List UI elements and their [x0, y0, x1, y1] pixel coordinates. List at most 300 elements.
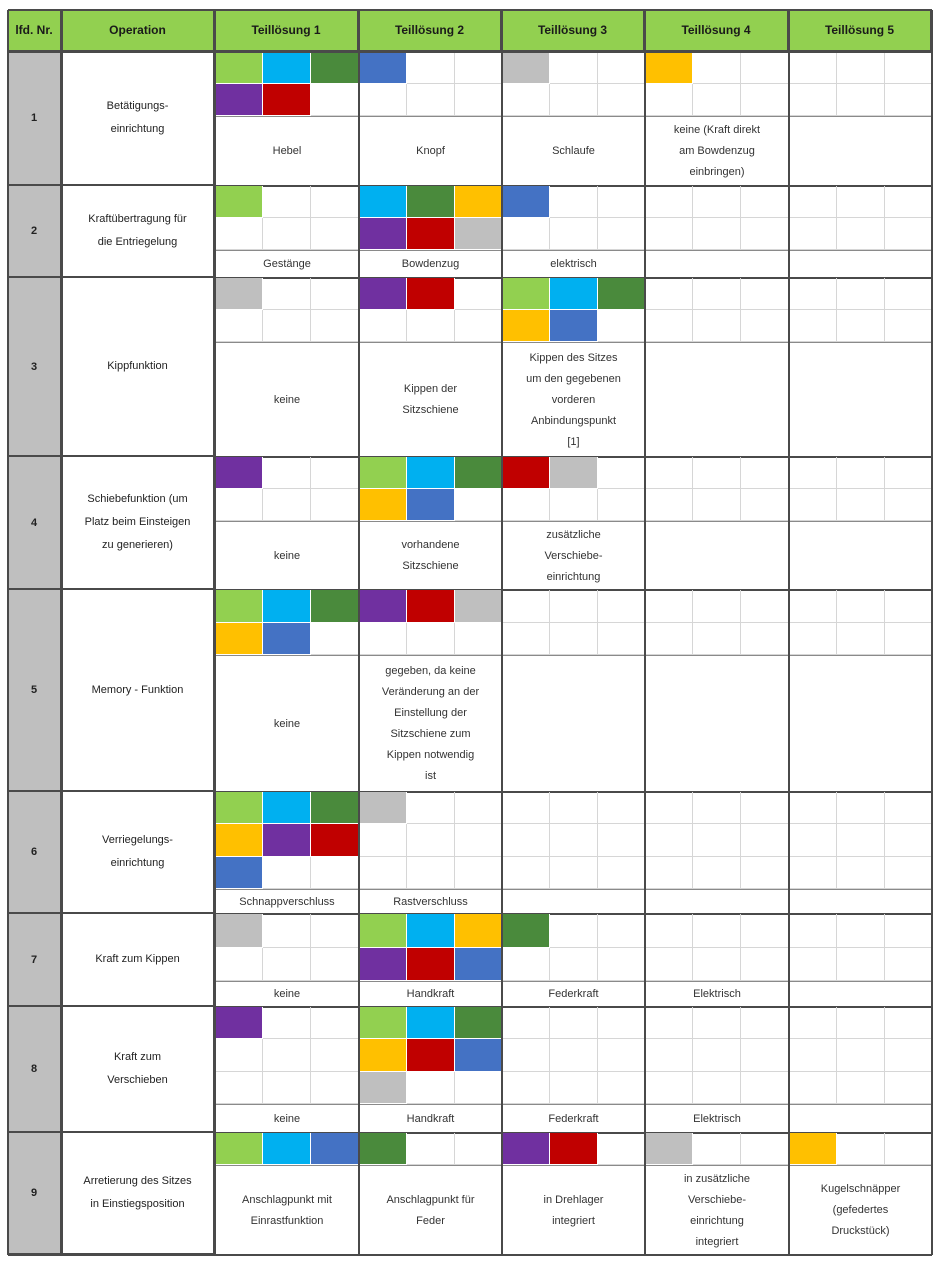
column-divider	[931, 10, 933, 1255]
operation-label: Verriegelungs- einrichtung	[62, 792, 215, 914]
color-marker	[359, 457, 407, 489]
grid-cell	[550, 948, 598, 982]
grid-cell	[789, 623, 837, 656]
header-solution-3: Teillösung 3	[502, 10, 645, 52]
grid-cell	[885, 792, 932, 824]
grid-cell	[598, 310, 645, 342]
grid-cell	[550, 52, 598, 84]
grid-cell	[502, 792, 550, 824]
grid-cell	[455, 1133, 502, 1165]
grid-cell	[789, 1007, 837, 1039]
color-marker	[502, 1133, 550, 1165]
solution-label: Kugelschnäpper (gefedertes Druckstück)	[820, 1183, 901, 1237]
grid-cell	[455, 278, 502, 310]
grid-cell	[598, 457, 645, 489]
solution-label	[645, 890, 789, 914]
color-marker	[263, 590, 311, 623]
solution-label: Rastverschluss	[393, 895, 468, 908]
grid-cell	[645, 1072, 693, 1104]
grid-cell	[215, 1039, 263, 1071]
grid-cell	[741, 278, 789, 310]
column-divider	[501, 10, 503, 1255]
grid-cell	[311, 218, 359, 250]
grid-cell	[885, 1133, 932, 1165]
solution-label: Federkraft	[548, 1112, 599, 1125]
grid-cell	[359, 824, 407, 856]
grid-cell	[789, 218, 837, 250]
grid-cell	[455, 1072, 502, 1104]
grid-cell	[263, 948, 311, 982]
solution-label: Anschlagpunkt für Feder	[386, 1193, 475, 1227]
grid-cell	[837, 1039, 885, 1071]
grid-cell	[789, 1072, 837, 1104]
grid-cell	[693, 186, 741, 218]
color-marker	[359, 792, 407, 824]
grid-cell	[502, 857, 550, 889]
grid-cell	[215, 948, 263, 982]
grid-cell	[550, 1039, 598, 1071]
grid-cell	[550, 857, 598, 889]
operation-label: Betätigungs- einrichtung	[62, 52, 215, 186]
grid-cell	[837, 914, 885, 948]
solution-label: elektrisch	[550, 258, 597, 270]
grid-cell	[550, 218, 598, 250]
grid-cell	[885, 84, 932, 116]
grid-cell	[598, 948, 645, 982]
row-number: 9	[8, 1133, 62, 1255]
grid-cell	[789, 186, 837, 218]
color-marker	[455, 1007, 502, 1039]
grid-cell	[311, 1007, 359, 1039]
color-marker	[359, 590, 407, 623]
grid-cell	[502, 948, 550, 982]
column-divider	[61, 10, 63, 1255]
grid-cell	[215, 218, 263, 250]
color-marker	[550, 278, 598, 310]
color-marker	[263, 52, 311, 84]
grid-cell	[837, 310, 885, 342]
grid-cell	[885, 948, 932, 982]
grid-cell	[598, 489, 645, 521]
color-marker	[789, 1133, 837, 1165]
column-divider	[644, 10, 646, 1255]
grid-cell	[311, 914, 359, 948]
grid-cell	[407, 1133, 455, 1165]
grid-cell	[885, 914, 932, 948]
solution-label	[789, 982, 932, 1007]
color-marker	[215, 590, 263, 623]
row-number: 6	[8, 792, 62, 914]
color-marker	[502, 914, 550, 948]
grid-cell	[693, 278, 741, 310]
color-marker	[407, 278, 455, 310]
solution-label	[789, 117, 932, 186]
solution-label	[645, 251, 789, 278]
solution-label	[789, 251, 932, 278]
grid-cell	[741, 186, 789, 218]
grid-cell	[598, 218, 645, 250]
grid-cell	[693, 84, 741, 116]
grid-cell	[311, 1072, 359, 1104]
grid-cell	[837, 186, 885, 218]
header-operation: Operation	[62, 10, 215, 52]
grid-cell	[455, 84, 502, 116]
solution-label: keine	[273, 549, 301, 562]
solution-label: Elektrisch	[693, 988, 741, 1000]
grid-cell	[645, 948, 693, 982]
grid-cell	[311, 489, 359, 521]
solution-label: Anschlagpunkt mit Einrastfunktion	[242, 1193, 332, 1227]
grid-cell	[885, 457, 932, 489]
solution-label	[789, 1105, 932, 1133]
grid-cell	[502, 824, 550, 856]
color-marker	[502, 52, 550, 84]
grid-cell	[502, 489, 550, 521]
grid-cell	[645, 218, 693, 250]
grid-cell	[407, 84, 455, 116]
color-marker	[455, 590, 502, 623]
grid-cell	[885, 278, 932, 310]
grid-cell	[837, 792, 885, 824]
color-marker	[311, 590, 359, 623]
solution-label: Knopf	[416, 145, 445, 157]
grid-cell	[407, 824, 455, 856]
grid-cell	[502, 590, 550, 623]
grid-cell	[885, 857, 932, 889]
grid-cell	[837, 489, 885, 521]
grid-cell	[645, 792, 693, 824]
operation-label: Kraftübertragung für die Entriegelung	[62, 186, 215, 278]
color-marker	[215, 278, 263, 310]
solution-label	[502, 656, 645, 792]
grid-cell	[885, 1072, 932, 1104]
color-marker	[407, 218, 455, 250]
grid-cell	[789, 824, 837, 856]
solution-label: vorhandene Sitzschiene	[401, 539, 460, 572]
grid-cell	[407, 623, 455, 656]
grid-cell	[455, 824, 502, 856]
color-marker	[359, 218, 407, 250]
color-marker	[311, 824, 359, 856]
grid-cell	[407, 792, 455, 824]
header-solution-4: Teillösung 4	[645, 10, 789, 52]
solution-label: gegeben, da keine Veränderung an der Einstellung der Sitzschiene zum Kippen notwendig ist	[381, 665, 480, 782]
row-number: 1	[8, 52, 62, 186]
grid-cell	[645, 590, 693, 623]
color-marker	[407, 948, 455, 982]
solution-label	[645, 522, 789, 590]
grid-cell	[693, 590, 741, 623]
color-marker	[215, 623, 263, 656]
grid-cell	[885, 52, 932, 84]
grid-cell	[263, 278, 311, 310]
color-marker	[455, 948, 502, 982]
color-marker	[407, 186, 455, 218]
color-marker	[215, 186, 263, 218]
solution-label	[645, 343, 789, 457]
color-marker	[359, 948, 407, 982]
color-marker	[359, 489, 407, 521]
grid-cell	[598, 1072, 645, 1104]
solution-label	[789, 522, 932, 590]
operation-label: Memory - Funktion	[62, 590, 215, 792]
color-marker	[215, 84, 263, 116]
grid-cell	[645, 824, 693, 856]
grid-cell	[407, 310, 455, 342]
solution-label	[789, 343, 932, 457]
grid-cell	[693, 310, 741, 342]
grid-cell	[741, 52, 789, 84]
grid-cell	[359, 857, 407, 889]
color-marker	[215, 824, 263, 856]
grid-cell	[693, 457, 741, 489]
grid-cell	[263, 489, 311, 521]
solution-label: Handkraft	[406, 1112, 455, 1125]
grid-cell	[837, 84, 885, 116]
header-nr: lfd. Nr.	[8, 10, 62, 52]
grid-cell	[550, 792, 598, 824]
solution-label	[789, 656, 932, 792]
solution-label: keine (Kraft direkt am Bowdenzug einbringen)	[673, 124, 761, 178]
color-marker	[550, 457, 598, 489]
row-number: 8	[8, 1007, 62, 1133]
header-solution-2: Teillösung 2	[359, 10, 502, 52]
color-marker	[311, 52, 359, 84]
solution-label: in Drehlager integriert	[543, 1193, 604, 1227]
header-solution-1: Teillösung 1	[215, 10, 359, 52]
grid-cell	[885, 186, 932, 218]
color-marker	[645, 1133, 693, 1165]
grid-cell	[741, 857, 789, 889]
grid-cell	[789, 792, 837, 824]
grid-cell	[311, 457, 359, 489]
grid-cell	[837, 857, 885, 889]
operation-label: Kraft zum Verschieben	[62, 1007, 215, 1133]
grid-cell	[311, 278, 359, 310]
grid-cell	[550, 1072, 598, 1104]
solution-label: in zusätzliche Verschiebe- einrichtung integriert	[683, 1172, 751, 1248]
grid-cell	[598, 914, 645, 948]
color-marker	[311, 1133, 359, 1165]
grid-cell	[645, 278, 693, 310]
grid-cell	[741, 1133, 789, 1165]
grid-cell	[837, 218, 885, 250]
color-marker	[598, 278, 645, 310]
grid-cell	[693, 824, 741, 856]
grid-cell	[741, 948, 789, 982]
column-divider	[7, 10, 9, 1255]
grid-cell	[502, 1007, 550, 1039]
grid-cell	[263, 1039, 311, 1071]
grid-cell	[215, 1072, 263, 1104]
grid-cell	[741, 84, 789, 116]
row-number: 3	[8, 278, 62, 457]
grid-cell	[741, 1007, 789, 1039]
grid-cell	[693, 1133, 741, 1165]
grid-cell	[598, 792, 645, 824]
color-marker	[407, 914, 455, 948]
grid-cell	[598, 590, 645, 623]
grid-cell	[741, 457, 789, 489]
grid-cell	[502, 1072, 550, 1104]
row-number: 4	[8, 457, 62, 590]
grid-cell	[263, 1007, 311, 1039]
grid-cell	[263, 457, 311, 489]
grid-cell	[885, 1007, 932, 1039]
color-marker	[407, 1039, 455, 1071]
color-marker	[359, 1072, 407, 1104]
grid-cell	[455, 857, 502, 889]
grid-cell	[645, 857, 693, 889]
grid-cell	[741, 489, 789, 521]
row-number: 7	[8, 914, 62, 1007]
grid-cell	[502, 218, 550, 250]
grid-cell	[455, 792, 502, 824]
grid-cell	[550, 623, 598, 656]
color-marker	[263, 792, 311, 824]
grid-cell	[837, 1072, 885, 1104]
grid-cell	[885, 1039, 932, 1071]
color-marker	[359, 1133, 407, 1165]
grid-cell	[837, 1007, 885, 1039]
row-number: 2	[8, 186, 62, 278]
solution-label: Kippen des Sitzes um den gegebenen vorderen Anbindungspunkt [1]	[526, 351, 621, 448]
grid-cell	[311, 1039, 359, 1071]
color-marker	[645, 52, 693, 84]
grid-cell	[693, 914, 741, 948]
color-marker	[215, 857, 263, 889]
grid-cell	[598, 1007, 645, 1039]
color-marker	[359, 914, 407, 948]
grid-cell	[693, 1039, 741, 1071]
color-marker	[263, 1133, 311, 1165]
grid-cell	[407, 1072, 455, 1104]
color-marker	[455, 457, 502, 489]
grid-cell	[550, 824, 598, 856]
grid-cell	[598, 186, 645, 218]
grid-cell	[598, 52, 645, 84]
color-marker	[215, 792, 263, 824]
color-marker	[407, 1007, 455, 1039]
grid-cell	[741, 1039, 789, 1071]
grid-cell	[885, 824, 932, 856]
solution-label: Elektrisch	[693, 1112, 741, 1125]
solution-label	[502, 890, 645, 914]
grid-cell	[789, 1039, 837, 1071]
grid-cell	[215, 489, 263, 521]
solution-label: keine	[273, 393, 301, 406]
grid-cell	[645, 623, 693, 656]
color-marker	[263, 623, 311, 656]
grid-cell	[885, 310, 932, 342]
grid-cell	[359, 310, 407, 342]
grid-cell	[741, 623, 789, 656]
grid-cell	[407, 857, 455, 889]
grid-cell	[598, 1133, 645, 1165]
color-marker	[455, 186, 502, 218]
grid-cell	[789, 457, 837, 489]
header-bottom-border	[8, 51, 932, 53]
grid-cell	[598, 84, 645, 116]
color-marker	[215, 1007, 263, 1039]
grid-cell	[645, 84, 693, 116]
grid-cell	[550, 590, 598, 623]
grid-cell	[645, 310, 693, 342]
color-marker	[263, 824, 311, 856]
grid-cell	[550, 914, 598, 948]
grid-cell	[789, 857, 837, 889]
solution-label: keine	[273, 1112, 301, 1125]
grid-cell	[741, 590, 789, 623]
column-divider	[788, 10, 790, 1255]
solution-label: Hebel	[272, 145, 302, 157]
grid-cell	[693, 792, 741, 824]
grid-cell	[741, 1072, 789, 1104]
grid-cell	[502, 623, 550, 656]
solution-label: zusätzliche Verschiebe- einrichtung	[544, 528, 603, 583]
grid-cell	[885, 590, 932, 623]
solution-label	[789, 890, 932, 914]
table-top-border	[8, 9, 932, 11]
grid-cell	[455, 623, 502, 656]
grid-cell	[407, 52, 455, 84]
grid-cell	[263, 857, 311, 889]
grid-cell	[789, 310, 837, 342]
operation-label: Arretierung des Sitzes in Einstiegsposition	[62, 1133, 215, 1255]
grid-cell	[311, 857, 359, 889]
color-marker	[502, 310, 550, 342]
grid-cell	[645, 186, 693, 218]
solution-label: Kippen der Sitzschiene	[402, 383, 459, 416]
grid-cell	[837, 623, 885, 656]
grid-cell	[263, 186, 311, 218]
grid-cell	[693, 623, 741, 656]
grid-cell	[741, 914, 789, 948]
color-marker	[502, 186, 550, 218]
color-marker	[263, 84, 311, 116]
operation-label: Kippfunktion	[62, 278, 215, 457]
solution-label: Schlaufe	[552, 145, 595, 157]
grid-cell	[885, 489, 932, 521]
grid-cell	[693, 857, 741, 889]
color-marker	[550, 310, 598, 342]
color-marker	[359, 1039, 407, 1071]
grid-cell	[693, 52, 741, 84]
grid-cell	[455, 489, 502, 521]
grid-cell	[789, 948, 837, 982]
grid-cell	[837, 1133, 885, 1165]
column-divider	[214, 10, 216, 1255]
color-marker	[359, 52, 407, 84]
color-marker	[215, 52, 263, 84]
grid-cell	[598, 824, 645, 856]
solution-label: keine	[273, 717, 301, 730]
grid-cell	[550, 186, 598, 218]
color-marker	[502, 457, 550, 489]
grid-cell	[502, 1039, 550, 1071]
color-marker	[455, 218, 502, 250]
grid-cell	[789, 914, 837, 948]
grid-cell	[837, 824, 885, 856]
grid-cell	[263, 218, 311, 250]
color-marker	[359, 186, 407, 218]
grid-cell	[789, 52, 837, 84]
grid-cell	[693, 1007, 741, 1039]
grid-cell	[311, 623, 359, 656]
row-number: 5	[8, 590, 62, 792]
solution-label: Federkraft	[548, 988, 599, 1000]
grid-cell	[455, 310, 502, 342]
